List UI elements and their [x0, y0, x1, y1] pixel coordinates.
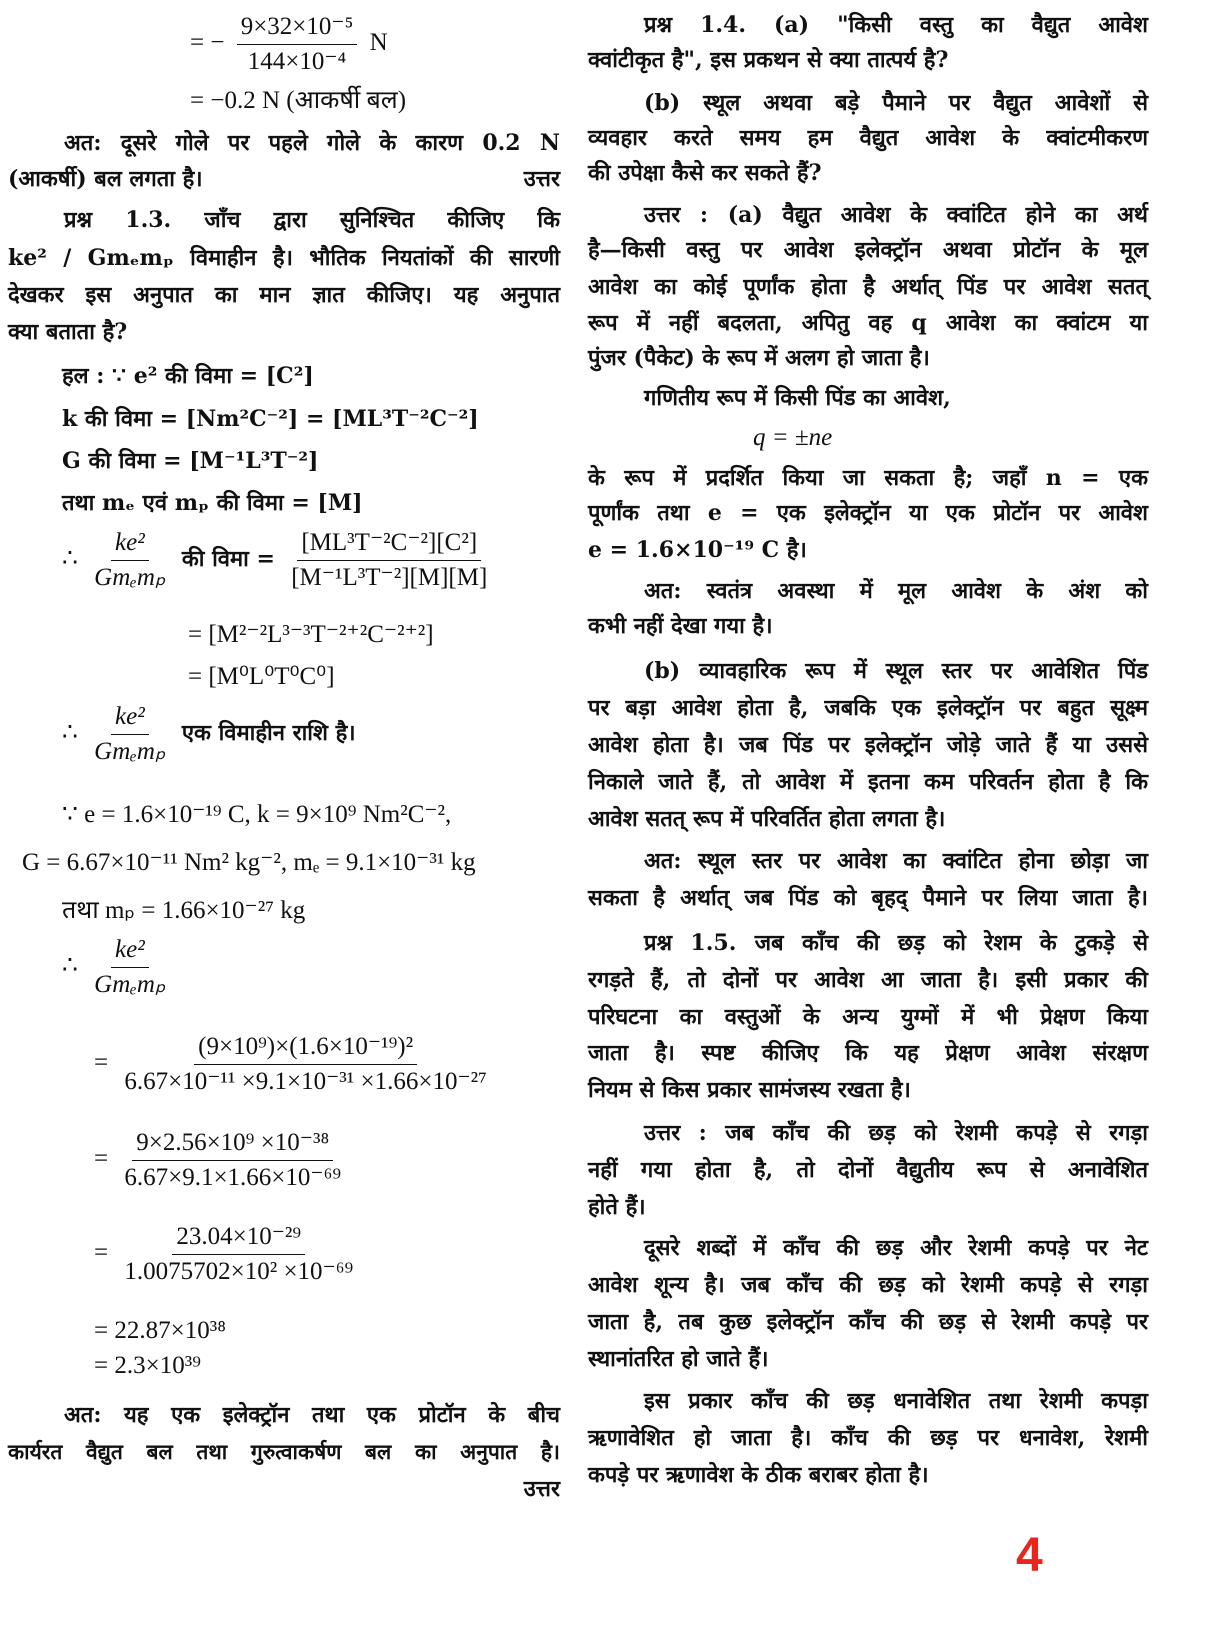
paragraph-line: आवेश का कोई पूर्णांक होता है अर्थात् पिंड पर आवेश सतत् — [588, 274, 1148, 300]
equals: = — [94, 1239, 109, 1267]
paragraph-line: निकाले जाते हैं, तो आवेश में इतना कम परिवर्तन होता है कि — [588, 769, 1148, 795]
conclusion-line: अत: यह एक इलेक्ट्रॉन तथा एक प्रोटॉन के बीच — [64, 1402, 560, 1428]
numerator: (9×10⁹)×(1.6×10⁻¹⁹)² — [194, 1032, 417, 1065]
therefore-symbol: ∴ — [62, 952, 78, 980]
paragraph-line: (b) व्यावहारिक रूप में स्थूल स्तर पर आवेशित पिंड — [644, 658, 1148, 684]
paragraph-line: जाता है, तब कुछ इलेक्ट्रॉन काँच की छड़ से रेशमी कपड़े पर — [588, 1309, 1148, 1335]
paragraph-line: परिघटना का वस्तुओं के अन्य युग्मों में भी प्रेक्षण किया — [588, 1004, 1148, 1030]
question-1-3-line: प्रश्न 1.3. जाँच द्वारा सुनिश्चित कीजिए कि — [64, 207, 560, 233]
fraction — [120, 1222, 357, 1287]
denominator: Gmₑmₚ — [94, 971, 166, 998]
calculation-step — [8, 1032, 646, 1097]
numerator: 23.04×10⁻²⁹ — [172, 1222, 305, 1255]
fraction — [120, 1032, 491, 1097]
calculation-step — [8, 1128, 646, 1193]
solution-line: k की विमा = [Nm²C⁻²] = [ML³T⁻²C⁻²] — [62, 406, 479, 432]
answer-label: उत्तर — [523, 1476, 560, 1502]
paragraph-line: स्थानांतरित हो जाते हैं। — [588, 1346, 769, 1372]
paragraph-line: गणितीय रूप में किसी पिंड का आवेश, — [644, 385, 951, 411]
denominator: 6.67×10⁻¹¹ ×9.1×10⁻³¹ ×1.66×10⁻²⁷ — [124, 1068, 487, 1095]
question-1-3-line: ke² / Gmₑmₚ विमाहीन है। भौतिक नियतांकों की सारणी — [8, 245, 560, 271]
constants-line: ∵ e = 1.6×10⁻¹⁹ C, k = 9×10⁹ Nm²C⁻², — [62, 801, 452, 828]
fraction — [90, 935, 169, 1000]
paragraph-line: होते हैं। — [588, 1194, 646, 1220]
solution-line: G की विमा = [M⁻¹L³T⁻²] — [62, 448, 319, 474]
paragraph-line: की उपेक्षा कैसे कर सकते हैं? — [588, 160, 822, 186]
numerator: 9×2.56×10⁹ ×10⁻³⁸ — [132, 1128, 333, 1161]
numerator: [ML³T⁻²C⁻²][C²] — [297, 528, 481, 561]
text: एक विमाहीन राशि है। — [181, 720, 356, 747]
answer-label: उत्तर — [523, 166, 560, 192]
equals: = — [94, 1049, 109, 1077]
text: (आकर्षी) बल लगता है। — [8, 166, 203, 192]
paragraph-line: अत: स्वतंत्र अवस्था में मूल आवेश के अंश को — [644, 578, 1148, 604]
paragraph-line: उत्तर : (a) वैद्युत आवेश के क्वांटित होने का अर्थ — [644, 202, 1148, 228]
calculation-step: = 22.87×10³⁸ — [94, 1317, 226, 1344]
paragraph-line: नियम से किस प्रकार सामंजस्य रखता है। — [588, 1077, 911, 1103]
equals: = — [94, 1145, 109, 1173]
question-1-3-line: क्या बताता है? — [8, 319, 128, 345]
paragraph-line: इस प्रकार काँच की छड़ धनावेशित तथा रेशमी कपड़ा — [644, 1388, 1148, 1414]
paragraph-line: आवेश सतत् रूप में परिवर्तित होता लगता है। — [588, 806, 946, 832]
paragraph-line: जाता है। स्पष्ट कीजिए कि यह प्रेक्षण आवेश संरक्षण — [588, 1040, 1148, 1066]
page-number: 4 — [1016, 1529, 1043, 1582]
denominator: 144×10⁻⁴ — [247, 48, 347, 75]
paragraph-line: रगड़ते हैं, तो दोनों पर आवेश आ जाता है। इसी प्रकार की — [588, 967, 1148, 993]
paragraph-line: प्रश्न 1.4. (a) "किसी वस्तु का वैद्युत आवेश — [644, 12, 1148, 38]
question-1-3-line: देखकर इस अनुपात का मान ज्ञात कीजिए। यह अनुपात — [8, 282, 560, 308]
denominator: Gmₑmₚ — [94, 564, 166, 591]
paragraph-line: आवेश होता है। जब पिंड पर इलेक्ट्रॉन जोड़े जाते हैं या उससे — [588, 732, 1148, 758]
paragraph-line: क्वांटीकृत है", इस प्रकथन से क्या तात्पर्य है? — [588, 47, 949, 73]
solution-line: तथा mₑ एवं mₚ की विमा = [M] — [62, 490, 363, 516]
calculation-step — [8, 1222, 646, 1287]
paragraph-line: नहीं गया होता है, तो दोनों वैद्युतीय रूप से अनावेशित — [588, 1157, 1148, 1183]
numerator: ke² — [111, 702, 149, 735]
paragraph-line: कभी नहीं देखा गया है। — [588, 613, 773, 639]
fraction — [120, 1128, 345, 1193]
denominator: 1.0075702×10² ×10⁻⁶⁹ — [124, 1258, 354, 1285]
paragraph-line: है—किसी वस्तु पर आवेश इलेक्ट्रॉन अथवा प्रोटॉन के मूल — [588, 237, 1148, 263]
calculation-step: = 2.3×10³⁹ — [94, 1352, 201, 1379]
dimension-equation — [8, 528, 614, 593]
therefore-symbol: ∴ — [62, 719, 78, 747]
paragraph-line: (b) स्थूल अथवा बड़े पैमाने पर वैद्युत आवेशों से — [644, 90, 1148, 116]
dimension-step: = [M²⁻²L³⁻³T⁻²⁺²C⁻²⁺²] — [188, 621, 434, 648]
paragraph-line: कपड़े पर ऋणावेश के ठीक बराबर होता है। — [588, 1462, 929, 1488]
eq-prefix: = − — [190, 29, 225, 57]
paragraph-line: पुंजर (पैकेट) के रूप में अलग हो जाता है। — [588, 345, 930, 371]
ratio-expression — [8, 935, 614, 1000]
constants-line: G = 6.67×10⁻¹¹ Nm² kg⁻², mₑ = 9.1×10⁻³¹ kg — [22, 849, 476, 876]
paragraph-line: पूर्णांक तथा e = एक इलेक्ट्रॉन या एक प्रोटॉन पर आवेश — [588, 500, 1148, 526]
paragraph-line: व्यवहार करते समय हम वैद्युत आवेश के क्वांटमीकरण — [588, 125, 1148, 151]
fraction — [90, 528, 169, 593]
text: की विमा = — [181, 546, 275, 573]
paragraph-line — [8, 164, 560, 194]
dimensionless-statement — [8, 702, 614, 767]
numerator: ke² — [111, 528, 149, 561]
solution-line: हल : ∵ e² की विमा = [C²] — [62, 363, 314, 389]
fraction — [287, 528, 491, 593]
paragraph-line: उत्तर : जब काँच की छड़ को रेशमी कपड़े से रगड़ा — [644, 1120, 1148, 1146]
fraction — [90, 702, 169, 767]
fraction — [237, 12, 358, 77]
paragraph-line: ऋणावेशित हो जाता है। काँच की छड़ पर धनावेश, रेशमी — [588, 1425, 1148, 1451]
paragraph-line: पर बड़ा आवेश होता है, जबकि एक इलेक्ट्रॉन पर बहुत सूक्ष्म — [588, 695, 1148, 721]
denominator: [M⁻¹L³T⁻²][M][M] — [291, 564, 488, 591]
paragraph-line: अत: स्थूल स्तर पर आवेश का क्वांटित होना छोड़ा जा — [644, 848, 1148, 874]
unit: N — [369, 29, 388, 57]
paragraph-line: आवेश शून्य है। जब काँच की छड़ को रेशमी कपड़े से रगड़ा — [588, 1272, 1148, 1298]
paragraph-line: रूप में नहीं बदलता, अपितु वह q आवेश का क्वांटम या — [588, 310, 1148, 336]
paragraph-line: दूसरे शब्दों में काँच की छड़ और रेशमी कपड़े पर नेट — [644, 1235, 1148, 1261]
paragraph-line: के रूप में प्रदर्शित किया जा सकता है; जहाँ n = एक — [588, 465, 1148, 491]
numerator: 9×32×10⁻⁵ — [237, 12, 358, 45]
constants-line: तथा mₚ = 1.66×10⁻²⁷ kg — [62, 897, 306, 924]
therefore-symbol: ∴ — [62, 545, 78, 573]
equation-result: = −0.2 N (आकर्षी बल) — [190, 87, 407, 114]
denominator: 6.67×9.1×1.66×10⁻⁶⁹ — [124, 1164, 342, 1191]
equation-charge: q = ±ne — [753, 424, 833, 451]
paragraph-line: सकता है अर्थात् जब पिंड को बृहद् पैमाने पर लिया जाता है। — [588, 885, 1148, 911]
paragraph-line: अत: दूसरे गोले पर पहले गोले के कारण 0.2 N — [64, 130, 560, 156]
denominator: Gmₑmₚ — [94, 738, 166, 765]
conclusion-line: कार्यरत वैद्युत बल तथा गुरुत्वाकर्षण बल का अनुपात है। — [8, 1439, 560, 1464]
paragraph-line: e = 1.6×10⁻¹⁹ C है। — [588, 537, 807, 563]
paragraph-line: प्रश्न 1.5. जब काँच की छड़ को रेशम के टुकड़े से — [644, 930, 1148, 956]
dimension-step: = [M⁰L⁰T⁰C⁰] — [188, 663, 335, 690]
numerator: ke² — [111, 935, 149, 968]
